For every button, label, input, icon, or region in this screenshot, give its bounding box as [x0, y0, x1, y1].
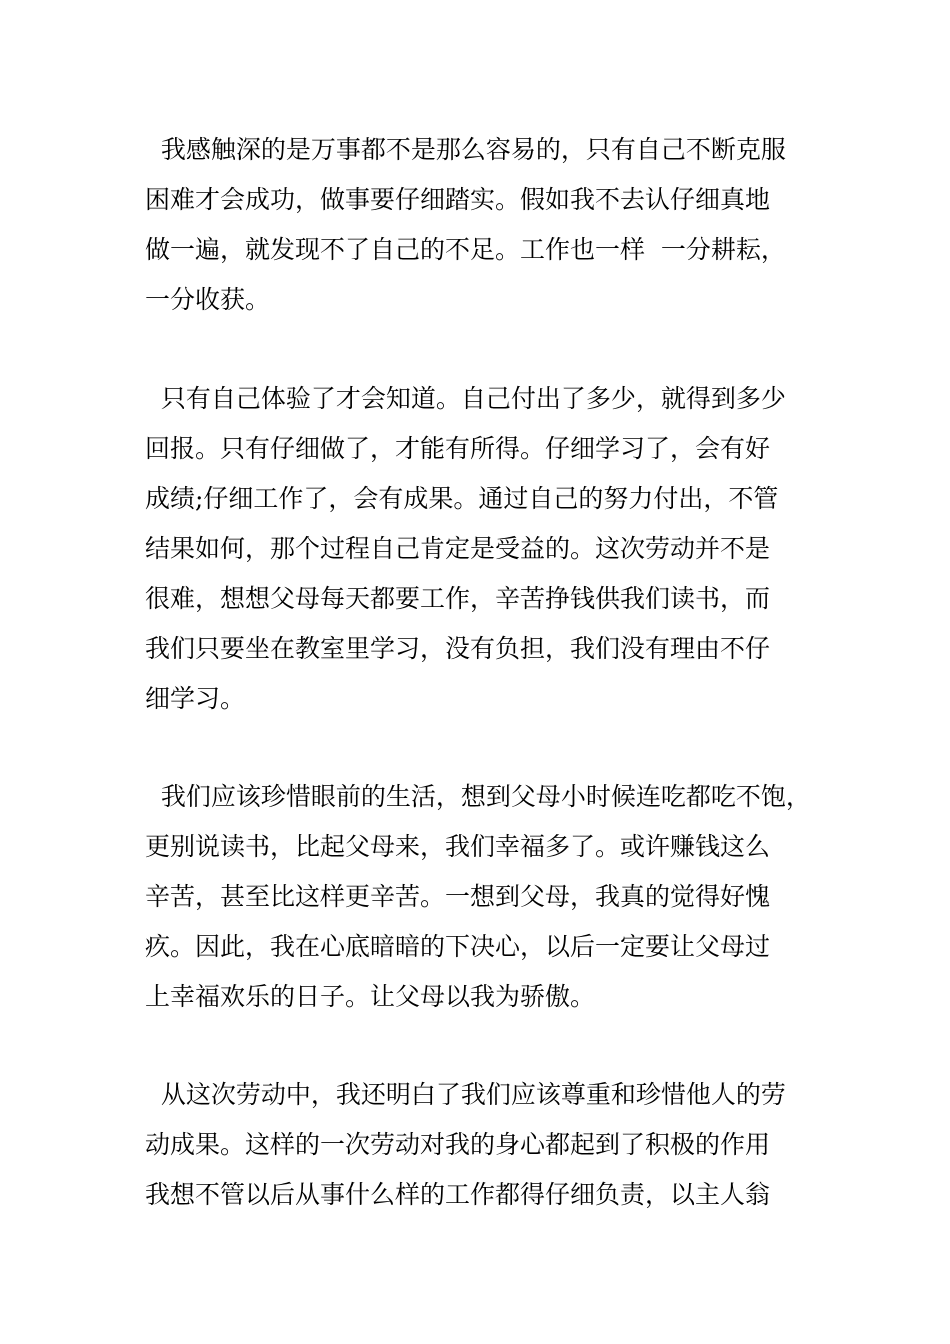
paragraph-1-line-2: 困难才会成功，做事要仔细踏实。假如我不去认仔细真地: [145, 185, 771, 214]
paragraph-1-line-1: 我感触深的是万事都不是那么容易的，只有自己不断克服: [145, 135, 786, 164]
paragraph-2-line-7: 细学习。: [145, 684, 246, 713]
paragraph-3-line-5: 上幸福欢乐的日子。让父母以我为骄傲。: [145, 982, 596, 1011]
paragraph-2-line-4: 结果如何，那个过程自己肯定是受益的。这次劳动并不是: [145, 534, 771, 563]
paragraph-4-line-3: 我想不管以后从事什么样的工作都得仔细负责，以主人翁: [145, 1180, 771, 1209]
paragraph-1-line-3: 做一遍，就发现不了自己的不足。工作也一样 一分耕耘，: [145, 235, 786, 264]
paragraph-1-line-4: 一分收获。: [145, 285, 271, 314]
paragraph-3-line-2: 更别说读书，比起父母来，我们幸福多了。或许赚钱这么: [145, 832, 771, 861]
paragraph-2-line-5: 很难，想想父母每天都要工作，辛苦挣钱供我们读书，而: [145, 584, 771, 613]
paragraph-3-line-3: 辛苦，甚至比这样更辛苦。一想到父母，我真的觉得好愧: [145, 882, 771, 911]
paragraph-3-line-4: 疚。因此，我在心底暗暗的下决心，以后一定要让父母过: [145, 932, 771, 961]
paragraph-3-line-1: 我们应该珍惜眼前的生活，想到父母小时候连吃都吃不饱，: [145, 782, 811, 811]
paragraph-2-line-2: 回报。只有仔细做了，才能有所得。仔细学习了，会有好: [145, 434, 771, 463]
paragraph-2-line-3: 成绩;仔细工作了，会有成果。通过自己的努力付出，不管: [145, 484, 779, 513]
paragraph-2-line-1: 只有自己体验了才会知道。自己付出了多少，就得到多少: [145, 384, 786, 413]
paragraph-4-line-1: 从这次劳动中，我还明白了我们应该尊重和珍惜他人的劳: [145, 1080, 786, 1109]
paragraph-4-line-2: 动成果。这样的一次劳动对我的身心都起到了积极的作用: [145, 1130, 771, 1159]
paragraph-2-line-6: 我们只要坐在教室里学习，没有负担，我们没有理由不仔: [145, 634, 771, 663]
